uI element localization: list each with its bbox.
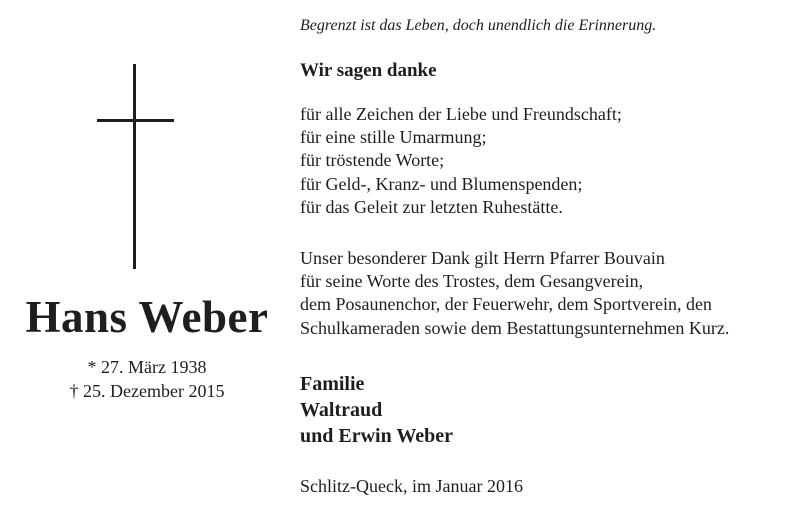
special-thanks: [300, 247, 729, 340]
family-signature: [300, 371, 453, 449]
motto-quote: Begrenzt ist das Leben, doch unendlich die Erinnerung.: [300, 17, 657, 34]
cross-horizontal-bar: [97, 119, 174, 122]
special-thanks-line: dem Posaunenchor, der Feuerwehr, dem Sportverein, den: [300, 294, 712, 315]
family-line: Waltraud: [300, 399, 383, 421]
family-line: und Erwin Weber: [300, 425, 453, 447]
thanks-line: für eine stille Umarmung;: [300, 127, 487, 148]
birth-date: * 27. März 1938: [87, 357, 207, 377]
thanks-line: für tröstende Worte;: [300, 150, 445, 171]
cross-vertical-bar: [133, 64, 136, 269]
special-thanks-line: Schulkameraden sowie dem Bestattungsunternehmen Kurz.: [300, 317, 730, 338]
place-and-date: Schlitz-Queck, im Januar 2016: [300, 476, 523, 496]
life-dates: [0, 355, 294, 403]
death-date: † 25. Dezember 2015: [69, 381, 225, 401]
deceased-name: Hans Weber: [25, 292, 269, 342]
family-line: Familie: [300, 373, 365, 395]
thanks-line: für alle Zeichen der Liebe und Freundschaft;: [300, 104, 622, 124]
thanks-list: [300, 103, 622, 219]
special-thanks-line: für seine Worte des Trostes, dem Gesangverein,: [300, 271, 644, 292]
thanks-line: für das Geleit zur letzten Ruhestätte.: [300, 196, 563, 217]
thanks-line: für Geld-, Kranz- und Blumenspenden;: [300, 173, 583, 194]
thanks-heading: Wir sagen danke: [300, 60, 437, 81]
special-thanks-line: Unser besonderer Dank gilt Herrn Pfarrer Bouvain: [300, 248, 665, 268]
